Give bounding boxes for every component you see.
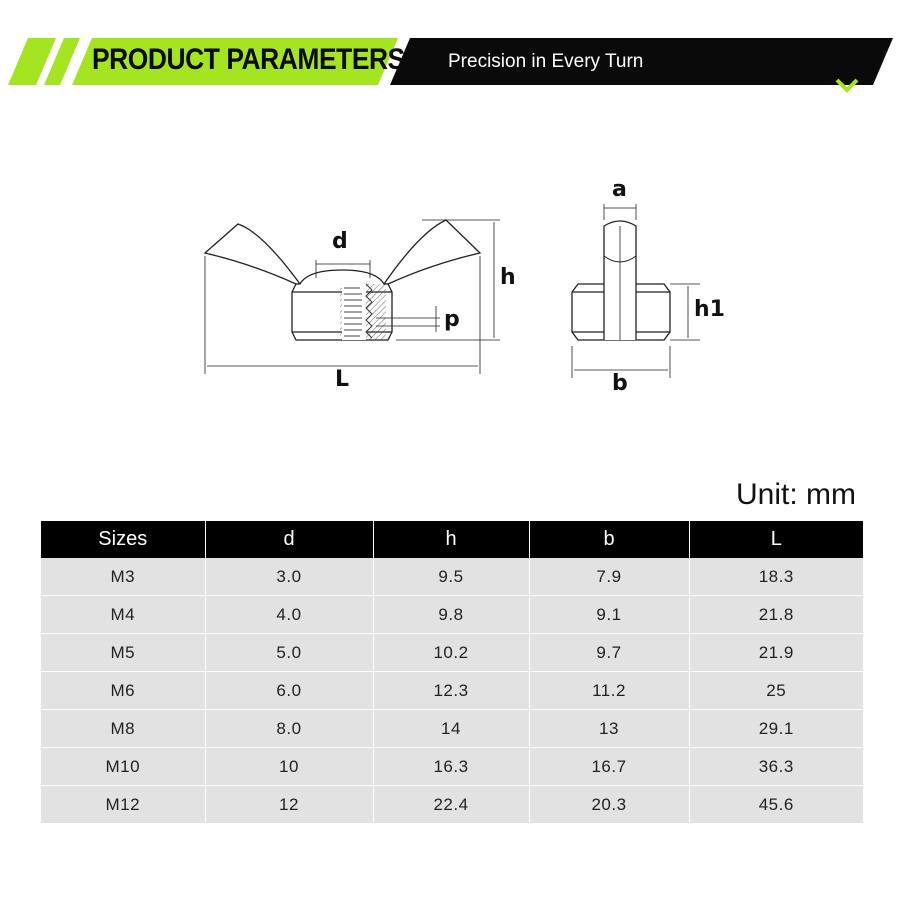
cell-L: 45.6 bbox=[689, 786, 863, 824]
banner-title: PRODUCT PARAMETERS bbox=[92, 43, 405, 76]
wing-nut-diagram bbox=[0, 160, 900, 420]
unit-label: Unit: mm bbox=[736, 478, 856, 511]
cell-b: 7.9 bbox=[529, 558, 689, 596]
header-sizes: Sizes bbox=[41, 521, 205, 558]
cell-size: M12 bbox=[41, 786, 205, 824]
cell-h: 9.5 bbox=[373, 558, 529, 596]
front-view bbox=[205, 220, 500, 374]
cell-d: 4.0 bbox=[205, 596, 373, 634]
cell-size: M4 bbox=[41, 596, 205, 634]
cell-size: M6 bbox=[41, 672, 205, 710]
cell-L: 18.3 bbox=[689, 558, 863, 596]
table-header-row bbox=[41, 521, 863, 558]
cell-d: 8.0 bbox=[205, 710, 373, 748]
header-banner bbox=[0, 0, 900, 100]
cell-size: M5 bbox=[41, 634, 205, 672]
cell-h: 12.3 bbox=[373, 672, 529, 710]
header-d: d bbox=[205, 521, 373, 558]
header-h: h bbox=[373, 521, 529, 558]
dim-label-d: d bbox=[332, 229, 348, 254]
cell-d: 12 bbox=[205, 786, 373, 824]
side-view bbox=[572, 204, 700, 378]
cell-d: 3.0 bbox=[205, 558, 373, 596]
cell-d: 6.0 bbox=[205, 672, 373, 710]
header-b: b bbox=[529, 521, 689, 558]
dim-label-L: L bbox=[335, 367, 350, 392]
cell-L: 21.8 bbox=[689, 596, 863, 634]
cell-b: 13 bbox=[529, 710, 689, 748]
table-row bbox=[41, 672, 863, 710]
cell-b: 11.2 bbox=[529, 672, 689, 710]
dim-label-p: p bbox=[444, 307, 460, 332]
cell-size: M3 bbox=[41, 558, 205, 596]
cell-d: 5.0 bbox=[205, 634, 373, 672]
cell-L: 36.3 bbox=[689, 748, 863, 786]
dim-label-b: b bbox=[612, 371, 628, 396]
cell-h: 10.2 bbox=[373, 634, 529, 672]
cell-size: M10 bbox=[41, 748, 205, 786]
dim-label-a: a bbox=[612, 177, 627, 202]
cell-size: M8 bbox=[41, 710, 205, 748]
table-row bbox=[41, 558, 863, 596]
cell-h: 9.8 bbox=[373, 596, 529, 634]
cell-d: 10 bbox=[205, 748, 373, 786]
banner-subtitle: Precision in Every Turn bbox=[448, 51, 644, 72]
cell-h: 16.3 bbox=[373, 748, 529, 786]
cell-h: 22.4 bbox=[373, 786, 529, 824]
cell-L: 29.1 bbox=[689, 710, 863, 748]
table-row bbox=[41, 748, 863, 786]
cell-L: 25 bbox=[689, 672, 863, 710]
cell-b: 9.1 bbox=[529, 596, 689, 634]
cell-b: 20.3 bbox=[529, 786, 689, 824]
header-L: L bbox=[689, 521, 863, 558]
parameters-table bbox=[41, 521, 863, 824]
dim-label-h1: h1 bbox=[694, 297, 725, 322]
cell-b: 16.7 bbox=[529, 748, 689, 786]
table-row bbox=[41, 710, 863, 748]
table-row bbox=[41, 596, 863, 634]
table-row bbox=[41, 786, 863, 824]
wing-nut-drawing bbox=[0, 160, 900, 420]
cell-h: 14 bbox=[373, 710, 529, 748]
dim-label-h: h bbox=[500, 265, 516, 290]
cell-L: 21.9 bbox=[689, 634, 863, 672]
cell-b: 9.7 bbox=[529, 634, 689, 672]
table-row bbox=[41, 634, 863, 672]
